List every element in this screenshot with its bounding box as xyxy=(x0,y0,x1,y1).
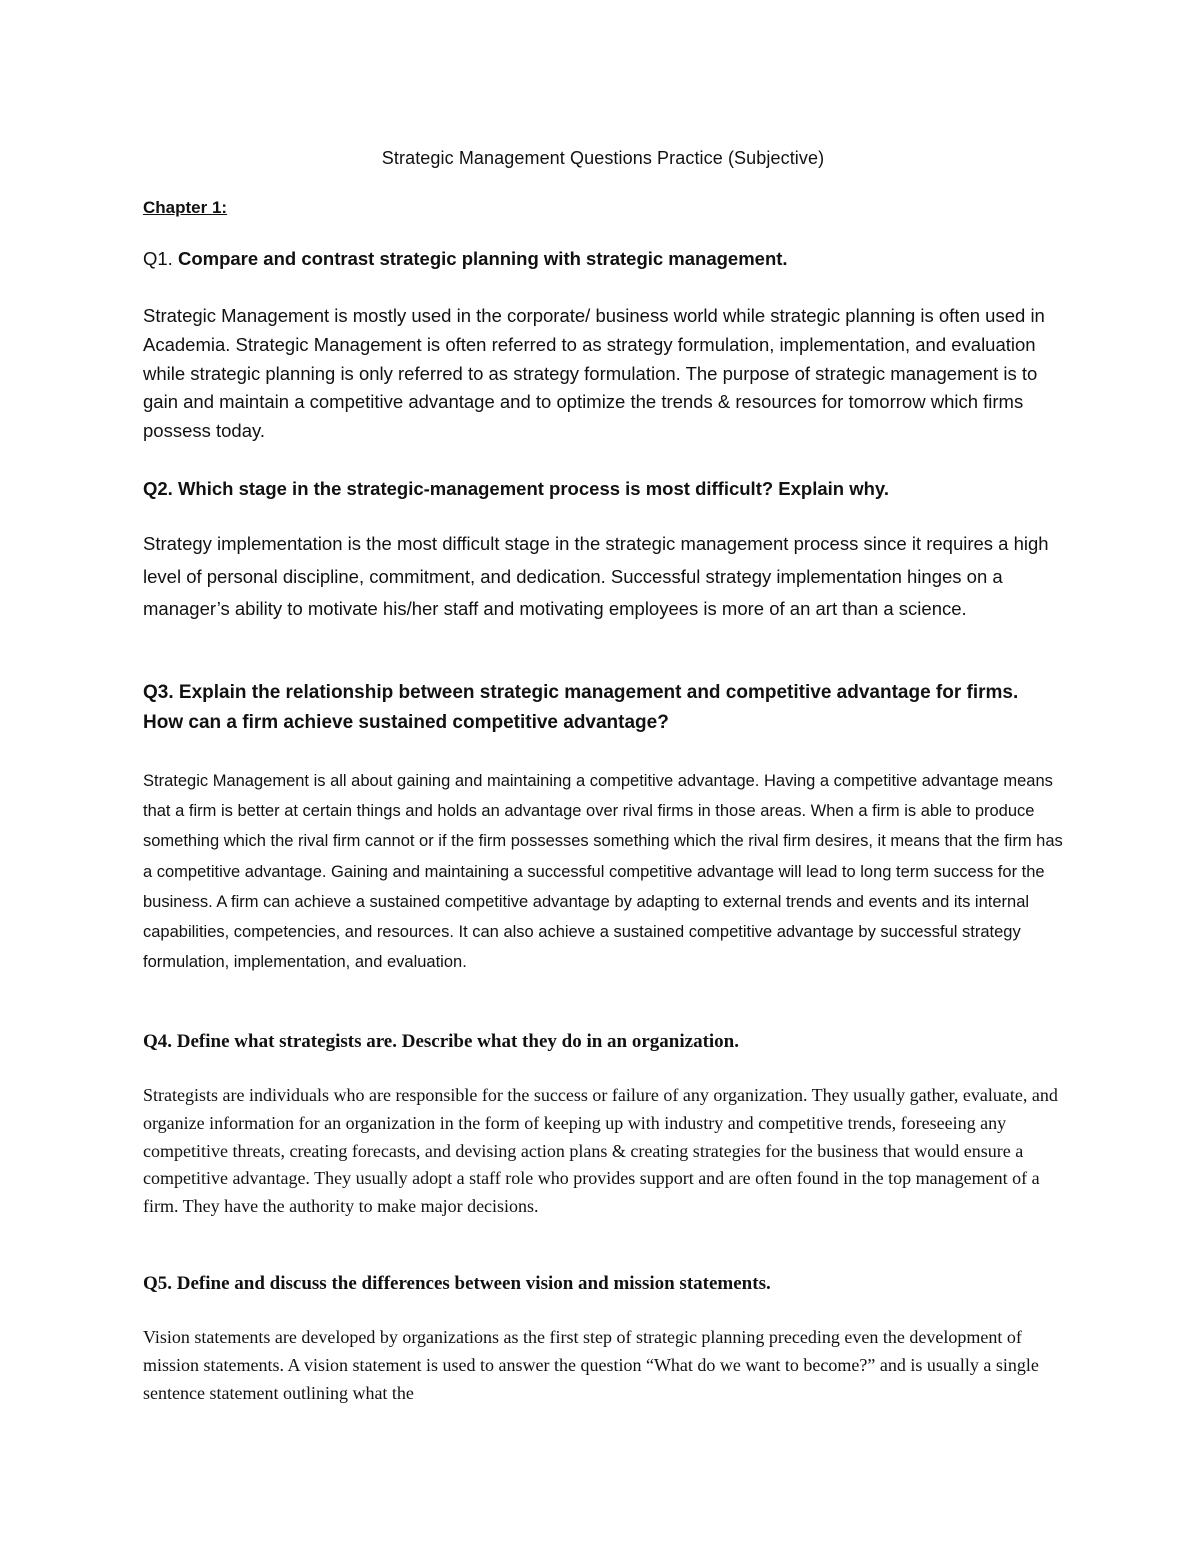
chapter-heading: Chapter 1: xyxy=(143,198,228,217)
document-title: Strategic Management Questions Practice (Subjective) xyxy=(381,148,825,168)
question-4-heading: Q4. Define what strategists are. Describe what they do in an organization. xyxy=(143,1031,739,1052)
answer-3: Strategic Management is all about gaining and maintaining a competitive advantage. Having a competitive advantage means that a firm is better at certain things and holds an advantage over rival firms in those areas. When a firm is able to produce something which the rival firm cannot or if the firm possesses something which the rival firm desires, it means that the firm has a competitive advantage. Gaining and maintaining a successful competitive advantage will lead to long term success for the business. A firm can achieve a sustained competitive advantage by adapting to external trends and events and its internal capabilities, competencies, and resources. It can also achieve a sustained competitive advantage by successful strategy formulation, implementation, and evaluation. xyxy=(143,772,1063,972)
question-3-heading: Q3. Explain the relationship between strategic management and competitive advantage for firms. How can a firm achieve sustained competitive advantage? xyxy=(143,682,1019,733)
question-1-text: Compare and contrast strategic planning with strategic management. xyxy=(172,248,788,269)
answer-1: Strategic Management is mostly used in the corporate/ business world while strategic planning is often used in Academia. Strategic Management is often referred to as strategy formulation, implementation, and evaluation while strategic planning is only referred to as strategy formulation. The purpose of strategic management is to gain and maintain a competitive advantage and to optimize the trends & resources for tomorrow which firms possess today. xyxy=(143,305,1045,442)
answer-4: Strategists are individuals who are responsible for the success or failure of any organization. They usually gather, evaluate, and organize information for an organization in the form of keeping up with industry and competitive trends, foreseeing any competitive threats, creating forecasts, and devising action plans & creating strategies for the business that would ensure a competitive advantage. They usually adopt a staff role who provides support and are often found in the top management of a firm. They have the authority to make major decisions. xyxy=(143,1085,1058,1217)
question-1-heading xyxy=(143,246,1063,272)
answer-5: Vision statements are developed by organizations as the first step of strategic planning preceding even the development of mission statements. A vision statement is used to answer the question “What do we want to become?” and is usually a single sentence statement outlining what the xyxy=(143,1327,1039,1403)
question-5-heading: Q5. Define and discuss the differences between vision and mission statements. xyxy=(143,1273,771,1294)
question-2-heading: Q2. Which stage in the strategic-management process is most difficult? Explain why. xyxy=(143,478,889,499)
answer-2: Strategy implementation is the most difficult stage in the strategic management process since it requires a high level of personal discipline, commitment, and dedication. Successful strategy implementation hinges on a manager’s ability to motivate his/her staff and motivating employees is more of an art than a science. xyxy=(143,533,1049,619)
question-1-number: Q1. xyxy=(143,248,173,269)
